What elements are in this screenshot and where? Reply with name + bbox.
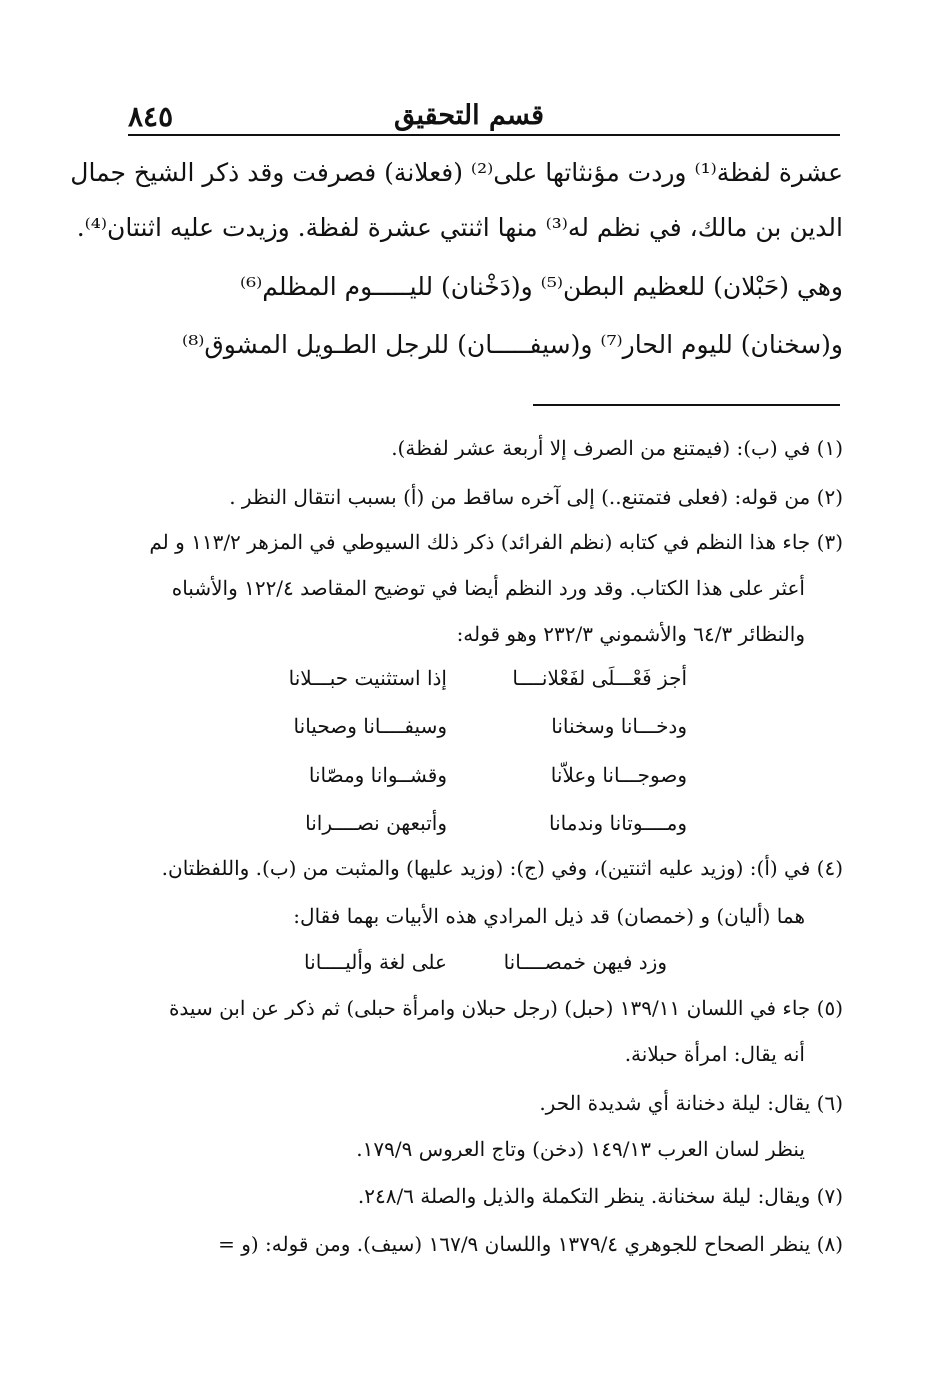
body-line: عشرة لفظة⁽¹⁾ وردت مؤنثاتها على⁽²⁾ (فعلانة) فصرفت وقد ذكر الشيخ جمال xyxy=(70,158,843,187)
body-line: وهي (حَبْلان) للعظيم البطن⁽⁵⁾ و(دَخْنان) لليـــــوم المظلم⁽⁶⁾ xyxy=(239,272,843,301)
body-line: و(سخنان) لليوم الحار⁽⁷⁾ و(سيفـــــان) للرجل الطـويل المشوق⁽⁸⁾ xyxy=(182,330,843,359)
verse-hemistich: وأتبعهن نصــــرانا xyxy=(305,811,447,835)
verse-hemistich: على لغة وأليــــانا xyxy=(304,950,447,974)
verse-hemistich: وسيفــــانا وصحيانا xyxy=(293,714,447,738)
verse-hemistich: أجز فَعْـــلَى لفَعْلانــــا xyxy=(512,666,687,690)
footnote-line: هما (أليان) و (خمصان) قد ذيل المرادي هذه الأبيات بهما فقال: xyxy=(293,904,805,928)
verse-hemistich: وصوجـــانا وعلاّنا xyxy=(550,763,687,787)
footnote-line: أعثر على هذا الكتاب. وقد ورد النظم أيضا في توضيح المقاصد ١٢٢/٤ والأشباه xyxy=(171,576,805,600)
verse-hemistich: إذا استثنيت حبـــلانا xyxy=(288,666,447,690)
footnote-line: أنه يقال: امرأة حبلانة. xyxy=(624,1042,805,1066)
verse-hemistich: ومــــوتانا وندمانا xyxy=(548,811,687,835)
footnote-line: (١) في (ب): (فيمتنع من الصرف إلا أربعة عشر لفظة). xyxy=(391,436,843,460)
verse-hemistich: وزد فيهن خمصــــانا xyxy=(503,950,667,974)
footnote-line: والنظائر ٦٤/٣ والأشموني ٢٣٢/٣ وهو قوله: xyxy=(456,622,805,646)
footnote-separator xyxy=(533,404,840,406)
footnote-line: (٥) جاء في اللسان ١٣٩/١١ (حبل) (رجل حبلان وامرأة حبلى) ثم ذكر عن ابن سيدة xyxy=(168,996,843,1020)
verse-hemistich: ودخـــانا وسخنانا xyxy=(551,714,687,738)
body-line: الدين بن مالك، في نظم له⁽³⁾ منها اثنتي عشرة لفظة. وزيدت عليه اثنتان⁽⁴⁾. xyxy=(76,213,843,242)
footnote-line: ينظر لسان العرب ١٤٩/١٣ (دخن) وتاج العروس ١٧٩/٩. xyxy=(356,1137,805,1161)
footnote-line: (٦) يقال: ليلة دخنانة أي شديدة الحر. xyxy=(539,1091,843,1115)
header-rule xyxy=(128,134,840,136)
page-number: ٨٤٥ xyxy=(128,100,174,133)
verse-hemistich: وقشــوانا ومصّانا xyxy=(308,763,447,787)
footnote-line: (٨) ينظر الصحاح للجوهري ١٣٧٩/٤ واللسان ١٦٧/٩ (سيف). ومن قوله: (و = xyxy=(218,1232,843,1256)
footnote-line: (٧) ويقال: ليلة سخنانة. ينظر التكملة والذيل والصلة ٢٤٨/٦. xyxy=(357,1184,843,1208)
running-head-title: قسم التحقيق xyxy=(394,100,544,131)
footnote-line: (٤) في (أ): (وزيد عليه اثنتين)، وفي (ج): (وزيد عليها) والمثبت من (ب). واللفظتان. xyxy=(161,856,843,880)
footnote-line: (٢) من قوله: (فعلى فتمتنع..) إلى آخره ساقط من (أ) بسبب انتقال النظر . xyxy=(229,485,843,509)
footnote-line: (٣) جاء هذا النظم في كتابه (نظم الفرائد) ذكر ذلك السيوطي في المزهر ١١٣/٢ و لم xyxy=(149,530,843,554)
